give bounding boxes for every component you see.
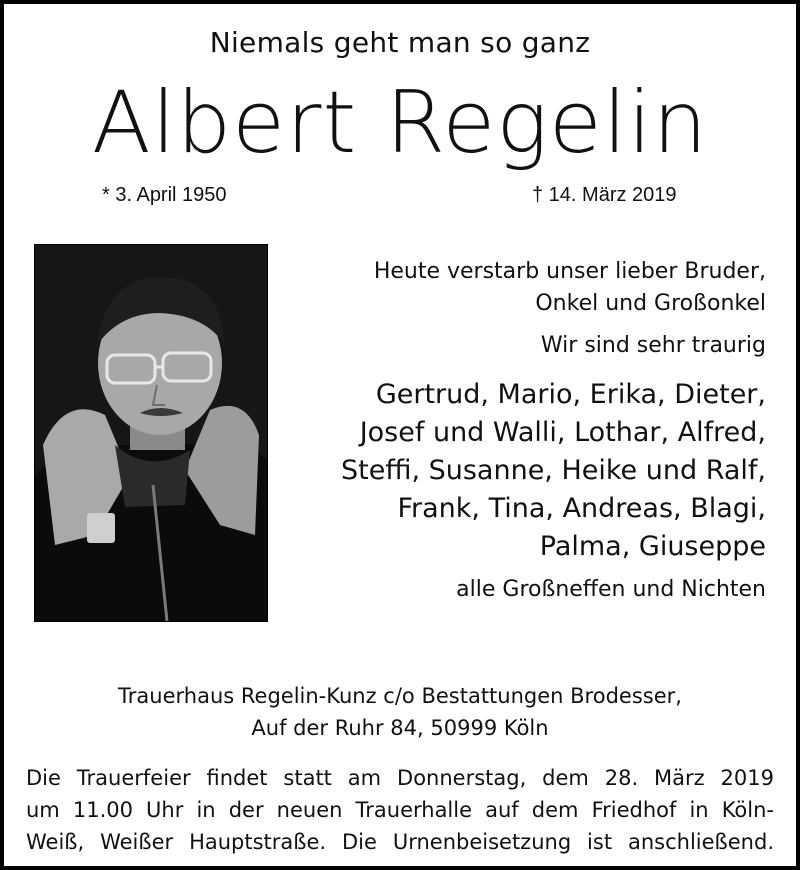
mourner-line: Frank, Tina, Andreas, Blagi, (397, 493, 766, 524)
mourning-address (4, 680, 796, 744)
sentiment-line: Wir sind sehr traurig (540, 333, 766, 358)
mourners-list (296, 376, 766, 566)
announcement-line-2: Onkel und Großonkel (535, 291, 766, 316)
address-line-2: Auf der Ruhr 84, 50999 Köln (251, 716, 549, 740)
announcement-line-1: Heute verstarb unser lieber Bruder, (373, 259, 766, 284)
address-line-1: Trauerhaus Regelin-Kunz c/o Bestattungen Brodesser, (118, 684, 682, 708)
motto: Niemals geht man so ganz (209, 26, 591, 59)
portrait-photo (34, 244, 268, 622)
portrait-illustration (35, 245, 267, 621)
ceremony-line: Weiß, Weißer Hauptstraße. Die Urnenbeisetzung ist anschließend. (26, 830, 774, 854)
mourner-line: Josef und Walli, Lothar, Alfred, (359, 417, 766, 448)
deceased-name: Albert Regelin (91, 73, 709, 173)
mourner-line: Palma, Giuseppe (539, 531, 766, 562)
nephews-line: alle Großneffen und Nichten (456, 577, 766, 602)
announcement-block (296, 256, 766, 606)
death-date: † 14. März 2019 (532, 184, 677, 206)
mourner-line: Gertrud, Mario, Erika, Dieter, (375, 379, 766, 410)
birth-date: * 3. April 1950 (102, 184, 227, 206)
ceremony-line: um 11.00 Uhr in der neuen Trauerhalle auf dem Friedhof in Köln- (26, 798, 774, 822)
ceremony-info (26, 762, 774, 858)
mourner-line: Steffi, Susanne, Heike und Ralf, (341, 455, 766, 486)
ceremony-line: Die Trauerfeier findet statt am Donnerstag, dem 28. März 2019 (26, 766, 774, 790)
